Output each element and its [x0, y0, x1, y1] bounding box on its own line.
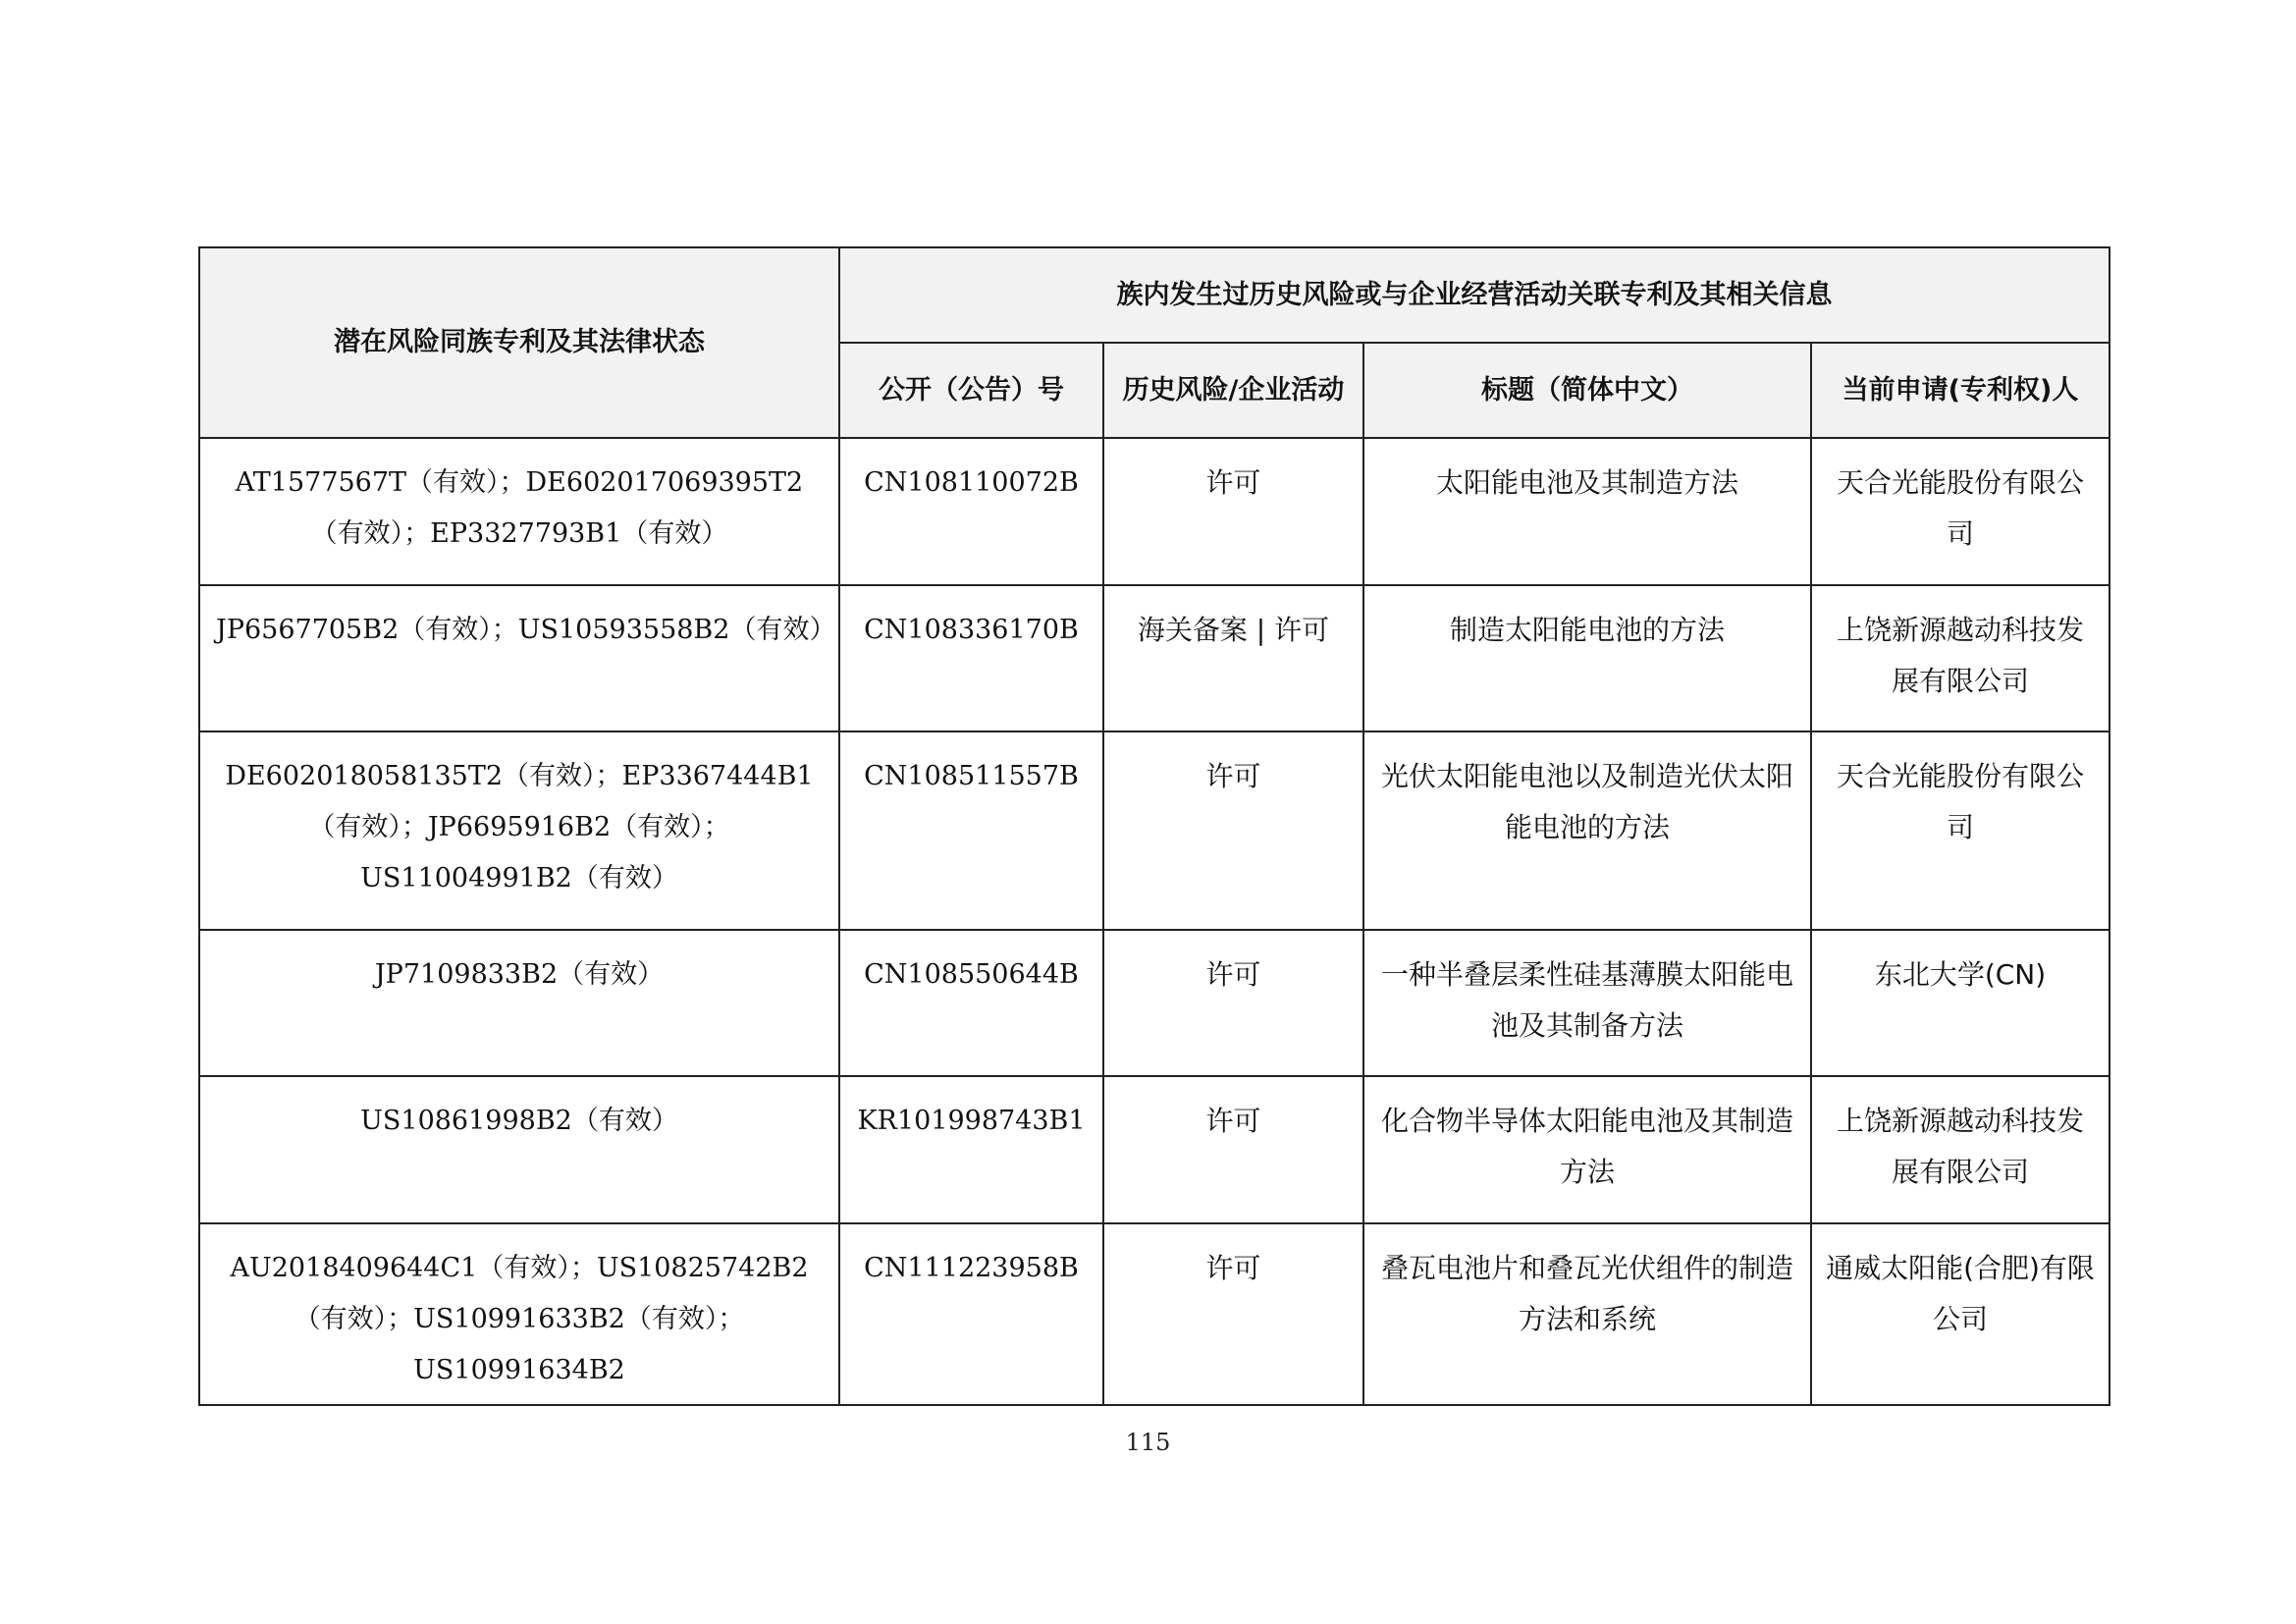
cell-title: 制造太阳能电池的方法	[1363, 585, 1811, 731]
cell-owner: 通威太阳能(合肥)有限公司	[1811, 1223, 2109, 1405]
cell-risk: 许可	[1103, 1076, 1363, 1223]
table-row	[199, 930, 2109, 1076]
cell-owner: 东北大学(CN)	[1811, 930, 2109, 1076]
header-pub-number: 公开（公告）号	[839, 343, 1103, 438]
cell-pub-number: KR101998743B1	[839, 1076, 1103, 1223]
table-row	[199, 1223, 2109, 1405]
header-group-title: 族内发生过历史风险或与企业经营活动关联专利及其相关信息	[839, 247, 2109, 343]
header-title: 标题（简体中文）	[1363, 343, 1811, 438]
cell-owner: 上饶新源越动科技发展有限公司	[1811, 1076, 2109, 1223]
cell-title: 化合物半导体太阳能电池及其制造方法	[1363, 1076, 1811, 1223]
table-row	[199, 731, 2109, 930]
cell-title: 太阳能电池及其制造方法	[1363, 438, 1811, 585]
cell-risk: 海关备案 | 许可	[1103, 585, 1363, 731]
cell-pub-number: CN108550644B	[839, 930, 1103, 1076]
cell-risk: 许可	[1103, 1223, 1363, 1405]
cell-family: AT1577567T（有效）；DE602017069395T2（有效）；EP3327793B1（有效）	[199, 438, 839, 585]
header-owner: 当前申请(专利权)人	[1811, 343, 2109, 438]
cell-pub-number: CN108336170B	[839, 585, 1103, 731]
cell-risk: 许可	[1103, 731, 1363, 930]
cell-family: JP7109833B2（有效）	[199, 930, 839, 1076]
cell-title: 一种半叠层柔性硅基薄膜太阳能电池及其制备方法	[1363, 930, 1811, 1076]
cell-owner: 上饶新源越动科技发展有限公司	[1811, 585, 2109, 731]
table-row	[199, 1076, 2109, 1223]
table-row	[199, 585, 2109, 731]
table-row	[199, 438, 2109, 585]
cell-risk: 许可	[1103, 438, 1363, 585]
cell-family: DE602018058135T2（有效）；EP3367444B1（有效）；JP6695916B2（有效）；US11004991B2（有效）	[199, 731, 839, 930]
cell-title: 叠瓦电池片和叠瓦光伏组件的制造方法和系统	[1363, 1223, 1811, 1405]
header-risk-activity: 历史风险/企业活动	[1103, 343, 1363, 438]
cell-family: JP6567705B2（有效）；US10593558B2（有效）	[199, 585, 839, 731]
cell-title: 光伏太阳能电池以及制造光伏太阳能电池的方法	[1363, 731, 1811, 930]
cell-pub-number: CN108110072B	[839, 438, 1103, 585]
cell-owner: 天合光能股份有限公司	[1811, 438, 2109, 585]
cell-family: AU2018409644C1（有效）；US10825742B2（有效）；US10991633B2（有效）；US10991634B2	[199, 1223, 839, 1405]
cell-pub-number: CN111223958B	[839, 1223, 1103, 1405]
page-number: 115	[1125, 1429, 1171, 1456]
cell-family: US10861998B2（有效）	[199, 1076, 839, 1223]
cell-risk: 许可	[1103, 930, 1363, 1076]
cell-pub-number: CN108511557B	[839, 731, 1103, 930]
patent-risk-table	[198, 246, 2110, 1406]
header-family-col: 潜在风险同族专利及其法律状态	[199, 247, 839, 438]
cell-owner: 天合光能股份有限公司	[1811, 731, 2109, 930]
